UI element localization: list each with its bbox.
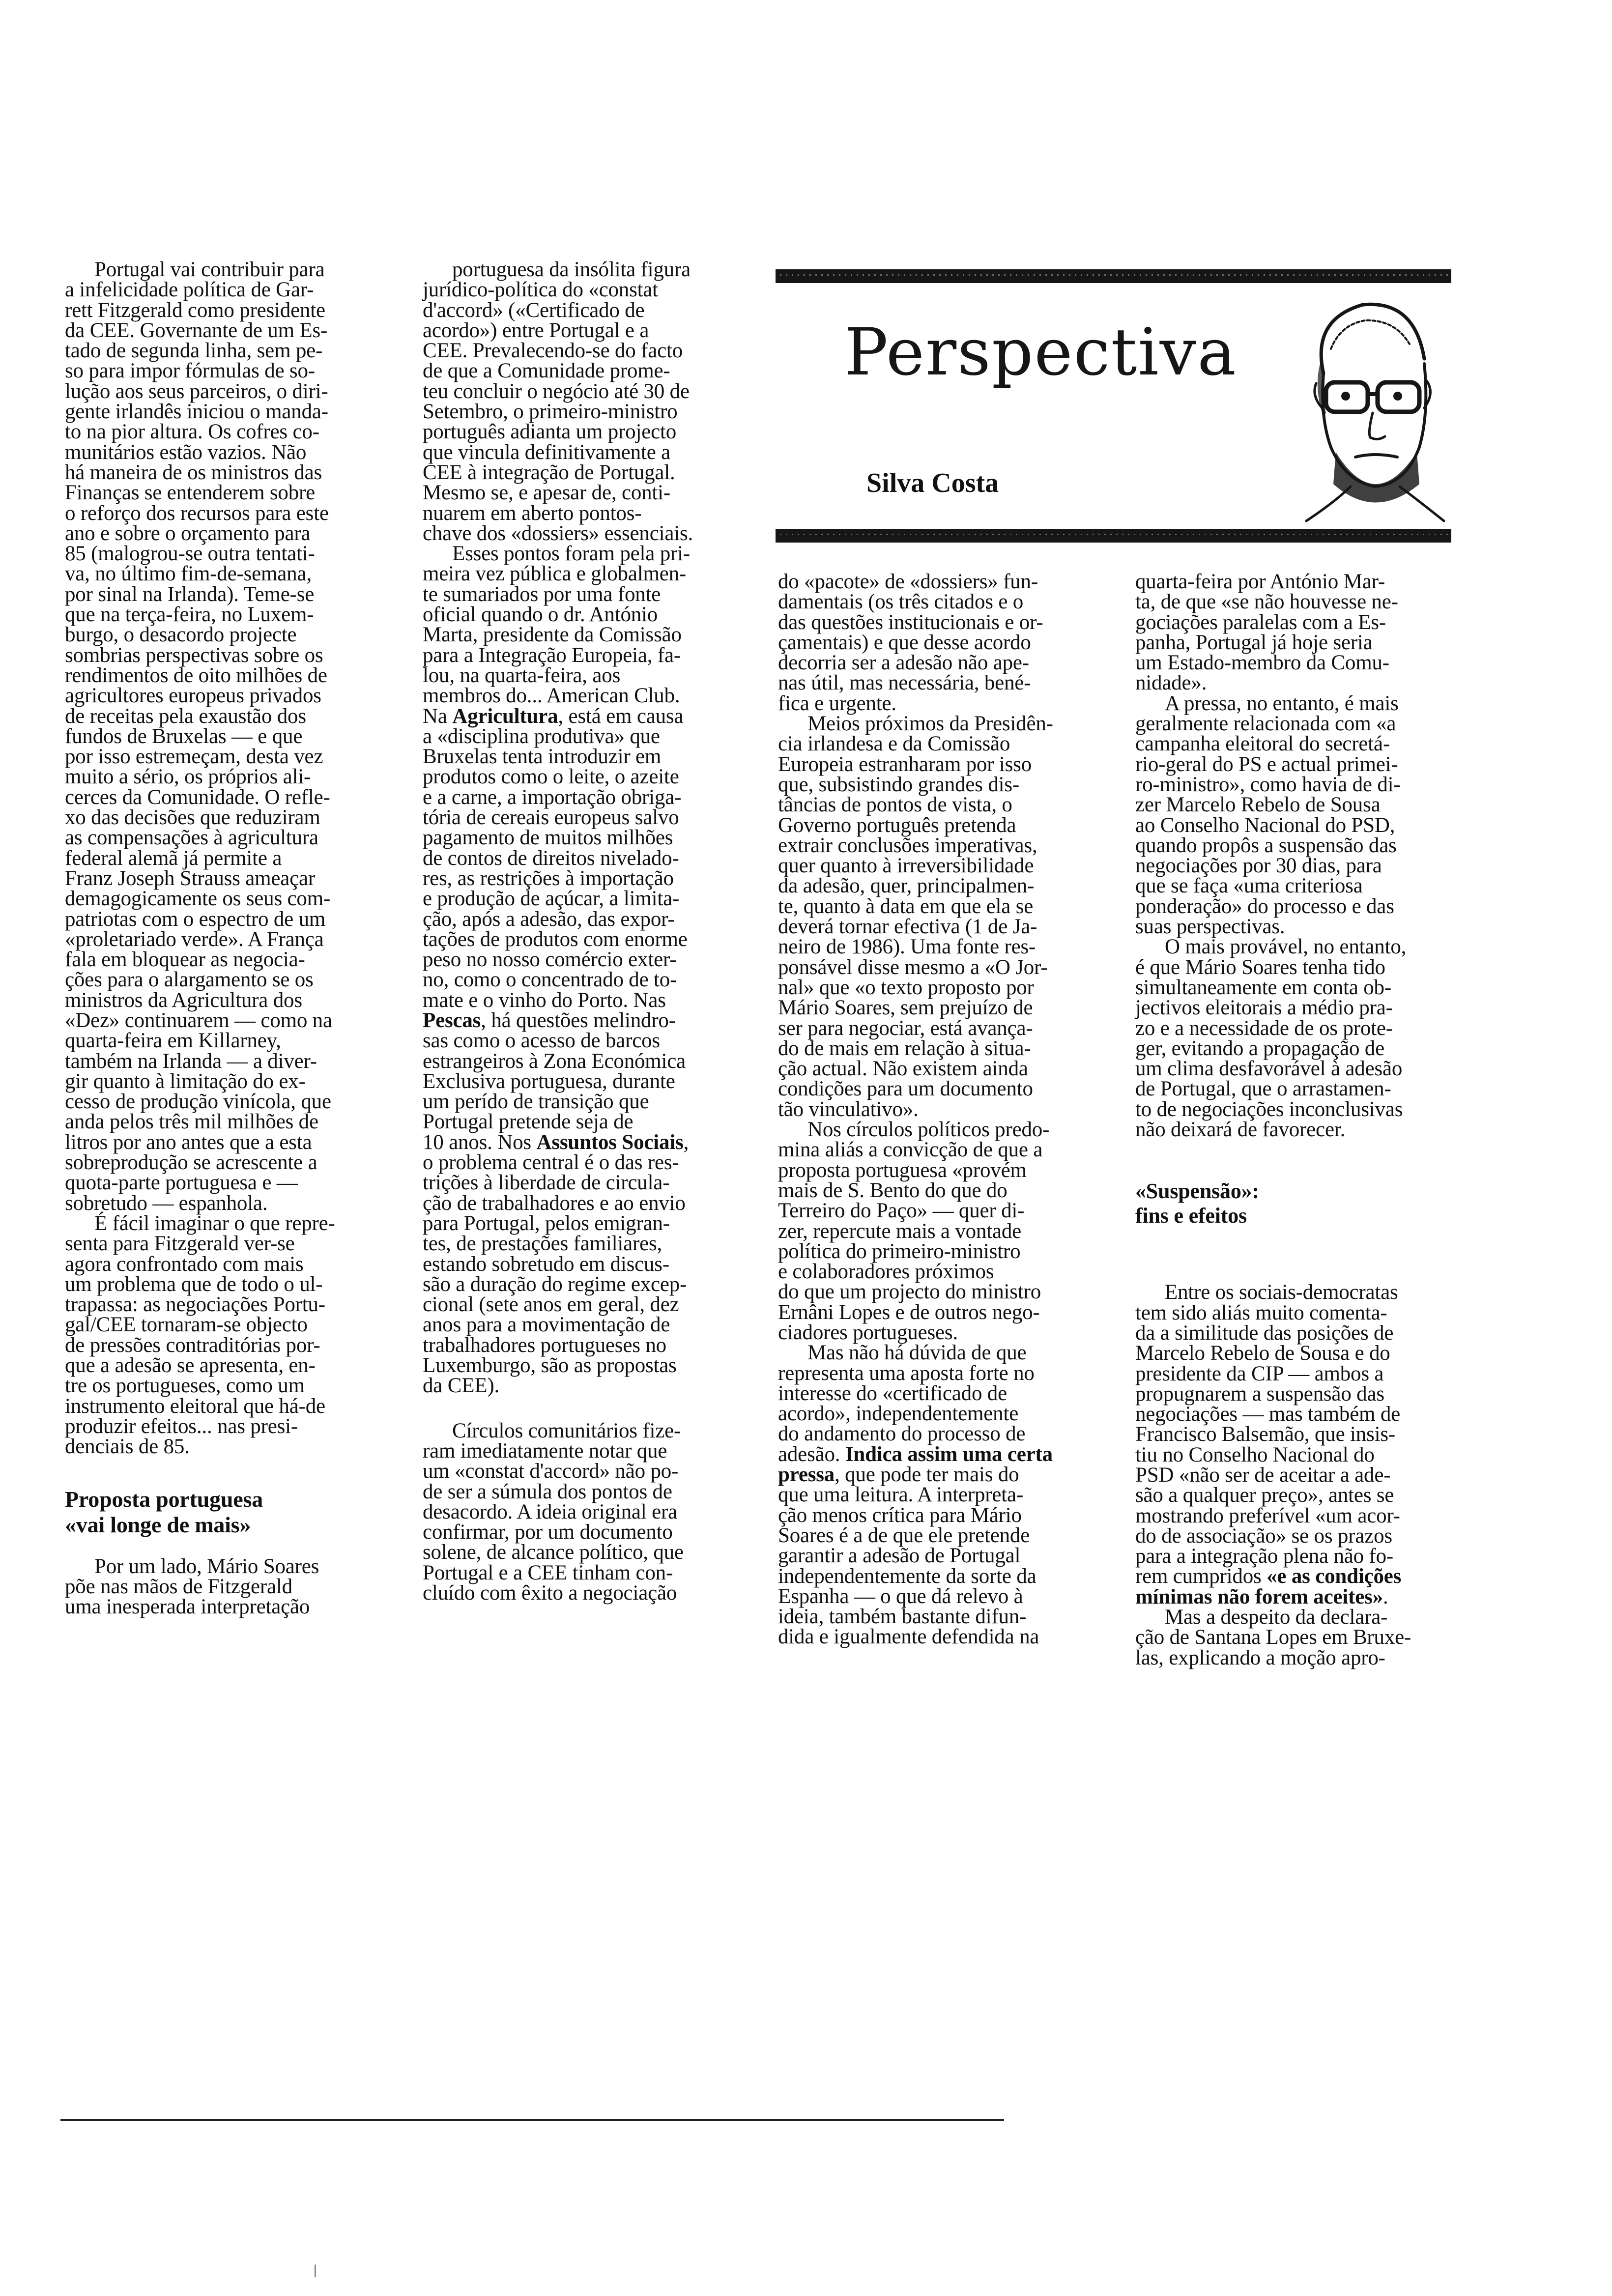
scan-speck xyxy=(315,2265,316,2277)
text-run: , que pode ter mais do que uma leitura. A interpreta- ção menos crítica para Mário Soares é a de que ele pretende garantir a adesão de Portugal independentemente da sorte da Espanha — o que dá relevo à ideia, também bastante difun- dida e igualmente defendida na xyxy=(778,1463,1039,1649)
article-column-4 xyxy=(1135,572,1465,1668)
paragraph: portuguesa da insólita figura jurídico-política do «constat d'accord» («Certificado de acordo») entre Portugal e a CEE. Prevalecendo-se do facto de que a Comunidade prome- teu concluir o negócio até 30 de Setembro, o primeiro-ministro português adianta um projecto que vincula definitivamente a CEE à integração de Portugal. Mesmo se, e apesar de, conti- nuarem em aberto pontos- chave dos «dossiers» essenciais. xyxy=(423,258,693,545)
section-subheading: «Suspensão»: fins e efeitos xyxy=(1135,1179,1259,1228)
author-portrait xyxy=(1277,290,1446,526)
bold-phrase: Indica assim uma certa pressa xyxy=(778,1442,1053,1487)
bottom-divider xyxy=(60,2119,1004,2121)
paragraph xyxy=(778,1343,1107,1647)
bold-phrase: «e as condições mínimas não forem aceites» xyxy=(1135,1565,1402,1608)
paragraph xyxy=(1135,1282,1465,1607)
section-subheading: Proposta portuguesa «vai longe de mais» xyxy=(65,1486,263,1537)
column-title: Perspectiva xyxy=(844,315,1237,390)
paragraph: Círculos comunitários fize- ram imediatamente notar que um «constat d'accord» não po- de ser a súmula dos pontos de desacordo. A ideia original era confirmar, por um documento solene, de alcance político, que Portugal e a CEE tinham con- cluído com êxito a negociação xyxy=(423,1419,684,1605)
article-column-2 xyxy=(423,259,751,1603)
paragraph: Por um lado, Mário Soares põe nas mãos de Fitzgerald uma inesperada interpretação xyxy=(65,1554,319,1619)
paragraph: É fácil imaginar o que repre- senta para Fitzgerald ver-se agora confrontado com mais um problema que de todo o ul- trapassa: as negociações Portu- gal/CEE tornaram-se objecto de pressões contraditórias por- que a adesão se apresenta, en- tre os portugueses, como um instrumento eleitoral que há-de produzir efeitos... nas presi- denciais de 85. xyxy=(65,1211,335,1459)
paragraph: Nos círculos políticos predo- mina aliás a convicção de que a proposta portuguesa «provém mais de S. Bento do que do Terreiro do Paço» — quer di- zer, repercute mais a vontade política do primeiro-ministro e colaboradores próximos do que um projecto do ministro Ernâni Lopes e de outros nego- ciadores portugueses. xyxy=(778,1118,1050,1344)
column-header-box xyxy=(776,269,1451,545)
paragraph: Mas a despeito da declara- ção de Santana Lopes em Bruxe- las, explicando a moção apro- xyxy=(1135,1606,1411,1669)
text-run: , está em causa a «disciplina produtiva» que Bruxelas tenta introduzir em produtos como o leite, o azeite e a carne, a importação obriga- tória de cereais europeus salvo pagamento de muitos milhões de contos de direitos nivelado- res, as restrições à importação e produção de açúcar, a limita- ção, após a adesão, das expor- tações de produtos com enorme peso no nosso comércio exter- no, como o concentrado de to- mate e o vinho do Porto. Nas xyxy=(423,704,688,1012)
paragraph: Meios próximos da Presidên- cia irlandesa e da Comissão Europeia estranharam por isso que, subsistindo grandes dis- tâncias de pontos de vista, o Governo português pretenda extrair conclusões imperativas, quer quanto à irreversibilidade da adesão, quer, principalmen- te, quanto à data em que ela se deverá tornar efectiva (1 de Ja- neiro de 1986). Uma fonte res- ponsável disse mesmo a «O Jor- nal» que «o texto proposto por Mário Soares, sem prejuízo de ser para negociar, está avança- do de mais em relação à situa- ção actual. Não existem ainda condições para um documento tão vinculativo». xyxy=(778,712,1053,1121)
paragraph: Portugal vai contribuir para a infelicidade política de Gar- rett Fitzgerald como presidente da CEE. Governante de um Es- tado de segunda linha, sem pe- so para impor fórmulas de so- lução aos seus parceiros, o diri- gente irlandês iniciou o manda- to na pior altura. Os cofres co- munitários estão vazios. Não há maneira de os ministros das Finanças se entenderem sobre o reforço dos recursos para este ano e sobre o orçamento para 85 (malogrou-se outra tentati- va, no último fim-de-semana, por sinal na Irlanda). Teme-se que na terça-feira, no Luxem- burgo, o desacordo projecte sombrias perspectivas sobre os rendimentos de oito milhões de agricultores europeus privados de receitas pela exaustão dos fundos de Bruxelas — e que por isso estremeçam, desta vez muito a sério, os próprios ali- cerces da Comunidade. O refle- xo das decisões que reduziram as compensações à agricultura federal alemã já permite a Franz Joseph Strauss ameaçar demagogicamente os seus com- patriotas com o espectro de um «proletariado verde». A França fala em bloquear as negocia- ções para o alargamento se os ministros da Agricultura dos «Dez» continuarem — como na quarta-feira em Killarney, também na Irlanda — a diver- gir quanto à limitação do ex- cesso de produção vinícola, que anda pelos três mil milhões de litros por ano antes que a esta sobreprodução se acrescente a quota-parte portuguesa e — sobretudo — espanhola. xyxy=(65,258,332,1215)
paragraph: O mais provável, no entanto, é que Mário Soares tenha tido simultaneamente em conta ob- jectivos eleitorais a médio pra- zo e a necessidade de os prote- ger, evitando a propagação de um clima desfavorável à adesão de Portugal, que o arrastamen- to de negociações inconclusivas não deixará de favorecer. xyxy=(1135,935,1407,1142)
article-column-3 xyxy=(778,572,1107,1647)
paragraph: do «pacote» de «dossiers» fun- damentais (os três citados e o das questões institucionais e or- çamentais) e que desse acordo decorria ser a adesão não ape- nas útil, mas necessária, bené- fica e urgente. xyxy=(778,570,1043,715)
author-byline: Silva Costa xyxy=(866,468,999,498)
paragraph xyxy=(423,544,751,1396)
bold-keyword: Agricultura xyxy=(452,704,558,728)
text-run: , há questões melindro- sas como o acesso de barcos estrangeiros à Zona Económica Exclusiva portuguesa, durante um perído de transição que Portugal pretende seja de 10 anos. Nos xyxy=(423,1008,686,1154)
text-run: Entre os sociais-democratas tem sido aliás muito comenta- da a similitude das posições de Marcelo Rebelo de Sousa e do presidente da CIP — ambos a propugnarem a suspensão das negociações — mas também de Francisco Balsemão, que insis- tiu no Conselho Nacional do PSD «não ser de aceitar a ade- são a qualquer preço», antes se mostrando preferível «um acor- do de associação» se os prazos para a integração plena não fo- rem cumpridos xyxy=(1135,1281,1401,1588)
bold-keyword: Assuntos Sociais xyxy=(536,1130,684,1154)
top-rule xyxy=(776,269,1451,283)
paragraph: A pressa, no entanto, é mais geralmente relacionada com «a campanha eleitoral do secretá- rio-geral do PS e actual primei- ro-ministro», como havia de di- zer Marcelo Rebelo de Sousa ao Conselho Nacional do PSD, quando propôs a suspensão das negociações por 30 dias, para que se faça «uma criteriosa ponderação» do processo e das suas perspectivas. xyxy=(1135,691,1401,939)
bold-keyword: Pescas xyxy=(423,1008,481,1032)
text-run: Esses pontos foram pela pri- meira vez pública e globalmen- te sumariados por uma fonte oficial quando o dr. António Marta, presidente da Comissão para a Integração Europeia, fa- lou, na quarta-feira, aos membros do... American Club. Na xyxy=(423,542,691,728)
article-column-1 xyxy=(65,259,387,1617)
bottom-rule xyxy=(776,529,1451,543)
text-run: Mas não há dúvida de que representa uma aposta forte no interesse do «certificado de acordo», independentemente do andamento do processo de adesão. xyxy=(778,1341,1035,1466)
text-run: , o problema central é o das res- trições à liberdade de circula- ção de trabalhadores e ao envio para Portugal, pelos emigran- tes, de prestações familiares, estando sobretudo em discus- são a duração do regime excep- cional (sete anos em geral, dez anos para a movimentação de trabalhadores portugueses no Luxemburgo, são as propostas da CEE). xyxy=(423,1130,689,1398)
paragraph: quarta-feira por António Mar- ta, de que «se não houvesse ne- gociações paralelas com a Es- panha, Portugal já hoje seria um Estado-membro da Comu- nidade». xyxy=(1135,570,1398,695)
text-run: . xyxy=(1382,1585,1388,1608)
